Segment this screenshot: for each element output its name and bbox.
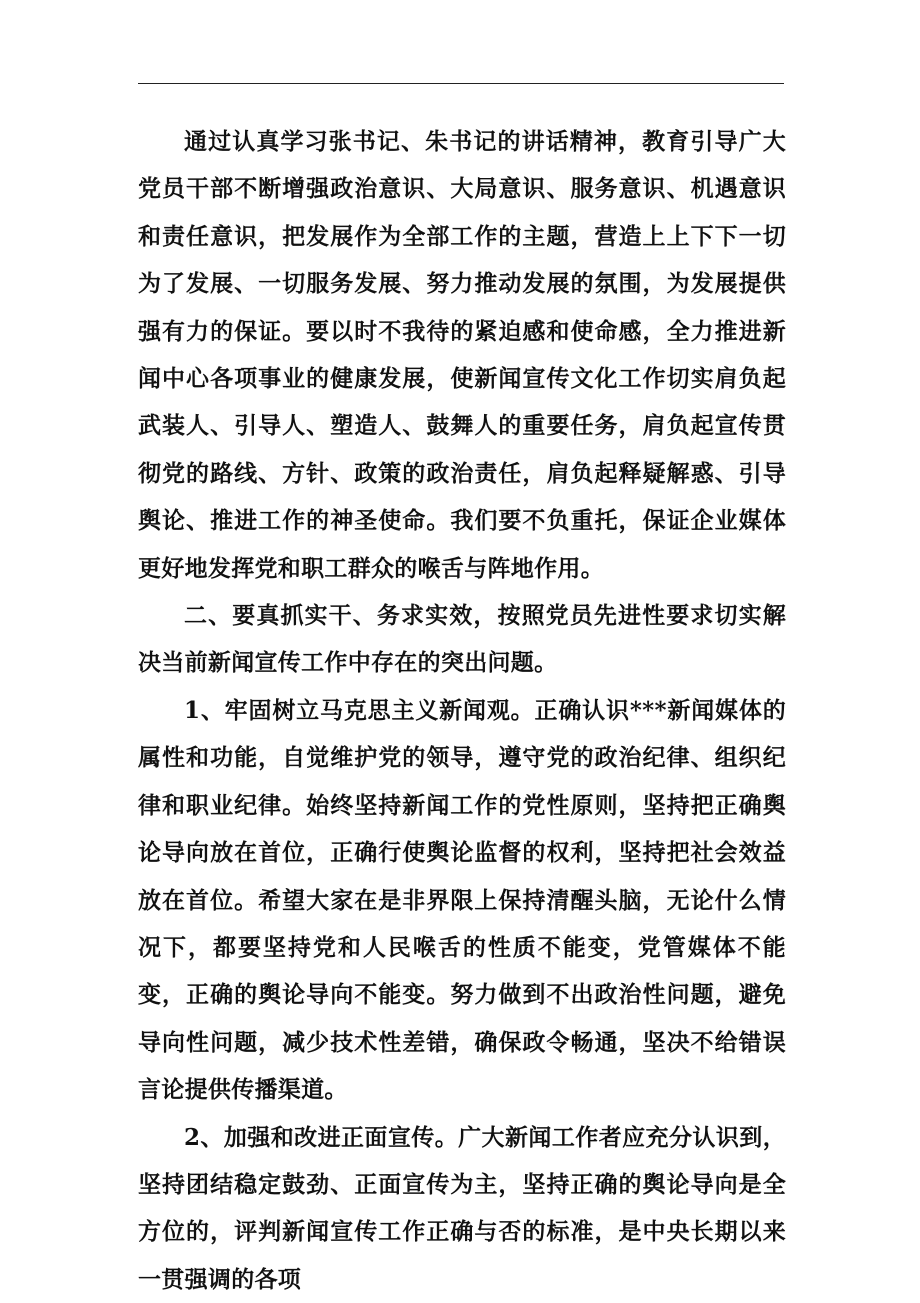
paragraph-item-one: 1、牢固树立马克思主义新闻观。正确认识***新闻媒体的属性和功能，自觉维护党的领导，遵守党的政治纪律、组织纪律和职业纪律。始终坚持新闻工作的党性原则，坚持把正确舆论导向放在首位，正确行使舆论监督的权利，坚持把社会效益放在首位。希望大家在是非界限上保持清醒头脑，无论什么情况下，都要坚持党和人民喉舌的性质不能变，党管媒体不能变，正确的舆论导向不能变。努力做到不出政治性问题，避免导向性问题，减少技术性差错，确保政令畅通，坚决不给错误言论提供传播渠道。 bbox=[138, 696, 786, 1104]
document-body bbox=[138, 118, 786, 1303]
paragraph-section-two-heading: 二、要真抓实干、务求实效，按照党员先进性要求切实解决当前新闻宣传工作中存在的突出问题。 bbox=[138, 602, 786, 677]
paragraph-intro: 通过认真学习张书记、朱书记的讲话精神，教育引导广大党员干部不断增强政治意识、大局意识、服务意识、机遇意识和责任意识，把发展作为全部工作的主题，营造上上下下一切为了发展、一切服务发展、努力推动发展的氛围，为发展提供强有力的保证。要以时不我待的紧迫感和使命感，全力推进新闻中心各项事业的健康发展，使新闻宣传文化工作切实肩负起武装人、引导人、塑造人、鼓舞人的重要任务，肩负起宣传贯彻党的路线、方针、政策的政治责任，肩负起释疑解惑、引导舆论、推进工作的神圣使命。我们要不负重托，保证企业媒体更好地发挥党和职工群众的喉舌与阵地作用。 bbox=[138, 128, 786, 582]
header-rule bbox=[138, 83, 784, 84]
paragraph-item-two: 2、加强和改进正面宣传。广大新闻工作者应充分认识到，坚持团结稳定鼓劲、正面宣传为主，坚持正确的舆论导向是全方位的，评判新闻宣传工作正确与否的标准，是中央长期以来一贯强调的各项 bbox=[138, 1123, 786, 1293]
